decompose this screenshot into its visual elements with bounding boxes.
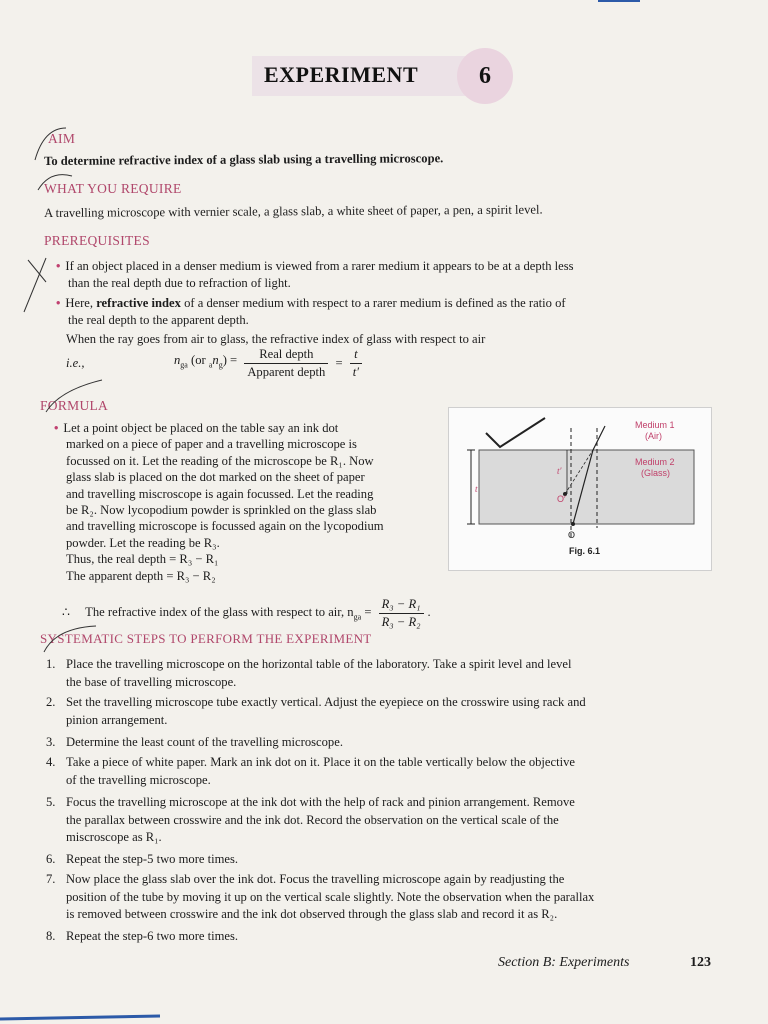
medium-1-label: Medium 1	[635, 420, 675, 430]
o-label: O	[568, 530, 576, 540]
pen-mark-aim	[35, 128, 66, 160]
step-number: 6.	[46, 852, 56, 866]
bullet-icon: •	[56, 259, 61, 273]
bullet-icon: •	[54, 421, 59, 435]
footer-section-label: Section B: Experiments	[498, 955, 630, 970]
step-number: 2.	[46, 695, 56, 709]
formula-line-3: focussed on it. Let the reading of the microscope be R₁. Now	[66, 453, 374, 468]
formula-line-4: glass slab is placed on the dot marked on the sheet of paper	[66, 470, 365, 485]
final-equals: =	[364, 604, 372, 619]
bullet-icon: •	[56, 296, 61, 310]
final-numerator: R₃ − R₁	[379, 596, 424, 614]
step-line: the base of travelling microscope.	[66, 674, 237, 689]
prereq-bullet-2-post: of a denser medium with respect to a rarer medium is defined as the ratio of	[180, 296, 566, 310]
formula-line-1: Let a point object be placed on the table say an ink dot	[63, 421, 339, 435]
n-subscript: ga	[180, 360, 188, 370]
prereq-bullet-1-line-1: If an object placed in a denser medium is viewed from a rarer medium it appears to be at a depth less	[65, 259, 574, 273]
or-close: ) =	[222, 352, 238, 367]
final-denominator: R₃ − R₂	[381, 614, 421, 629]
step-number: 7.	[46, 872, 56, 886]
step-number: 8.	[46, 929, 56, 943]
formula-line-7: and travelling microscope is focussed again on the lycopodium	[66, 519, 384, 534]
step-line: is removed between crosswire and the ink dot observed through the glass slab and record it as R₂.	[66, 907, 558, 921]
pen-mark-steps	[44, 626, 96, 652]
medium-1-sublabel: (Air)	[645, 431, 662, 441]
experiment-number-badge: 6	[457, 48, 513, 104]
prereq-bullet-2-line-2: the real depth to the apparent depth.	[68, 312, 249, 327]
apparent-depth: Apparent depth	[247, 364, 326, 379]
final-formula-text: The refractive index of the glass with respect to air, n	[85, 604, 354, 619]
medium-2-sublabel: (Glass)	[641, 468, 670, 478]
formula-line-6: be R₂. Now lycopodium powder is sprinkled on the glass slab	[66, 503, 377, 518]
n-symbol: n	[174, 352, 181, 367]
step-number: 3.	[46, 735, 56, 749]
require-text: A travelling microscope with vernier scale, a glass slab, a white sheet of paper, a pen, a spirit level.	[44, 202, 543, 220]
step-line: Set the travelling microscope tube exactly vertical. Adjust the eyepiece on the crosswire using rack and	[66, 695, 586, 709]
step-text: Repeat the step-5 two more times.	[66, 852, 239, 866]
step-line: the parallax between crosswire and the ink dot. Record the observation on the vertical scale of the	[66, 812, 559, 827]
pen-checkmark-icon	[486, 418, 545, 447]
t-prime-symbol: t′	[352, 364, 360, 379]
step-number: 4.	[46, 755, 56, 769]
step-line: pinion arrangement.	[66, 712, 168, 727]
final-period: .	[427, 604, 431, 619]
step-number: 5.	[46, 795, 56, 809]
prereq-bullet-2-pre: Here,	[65, 296, 97, 310]
or-text: (or	[191, 352, 206, 367]
require-heading: WHAT YOU REQUIRE	[44, 181, 182, 196]
equals-sign: =	[335, 355, 343, 370]
ie-label: i.e.,	[66, 356, 85, 370]
step-line: position of the tube by moving it up on the vertical scale slightly. Note the observation when the parallax	[66, 889, 595, 904]
page-number: 123	[690, 955, 711, 970]
step-line: Now place the glass slab over the ink dot. Focus the travelling microscope again by readjusting the	[66, 872, 565, 886]
formula-line-9: Thus, the real depth = R₃ − R₁	[66, 552, 219, 567]
prereq-bullet-1-line-2: than the real depth due to refraction of light.	[68, 275, 291, 290]
step-text: Determine the least count of the travelling microscope.	[66, 735, 343, 749]
formula-line-10: The apparent depth = R₃ − R₂	[66, 568, 216, 583]
step-text: Repeat the step-6 two more times.	[66, 929, 239, 943]
pen-cross-mark	[24, 258, 46, 312]
experiment-title: EXPERIMENT	[264, 62, 419, 87]
formula-line-8: powder. Let the reading be R₃.	[66, 535, 220, 550]
or-pre-subscript: a	[208, 360, 213, 370]
final-subscript: ga	[353, 612, 362, 622]
steps-heading: SYSTEMATIC STEPS TO PERFORM THE EXPERIMENT	[40, 631, 372, 646]
ray-line: When the ray goes from air to glass, the refractive index of glass with respect to air	[66, 332, 486, 346]
figure-caption: Fig. 6.1	[569, 546, 601, 556]
t-label: t	[475, 484, 478, 494]
prerequisites-heading: PREREQUISITES	[44, 233, 150, 248]
step-line: of the travelling microscope.	[66, 772, 211, 787]
t-prime-label: t′	[557, 466, 562, 476]
blue-edge-mark	[0, 1016, 160, 1019]
aim-text: To determine refractive index of a glass slab using a travelling microscope.	[44, 151, 444, 168]
or-n-symbol: n	[212, 352, 219, 367]
medium-2-label: Medium 2	[635, 457, 675, 467]
step-line: Place the travelling microscope on the horizontal table of the laboratory. Take a spirit level and level	[66, 657, 572, 671]
pen-mark-require	[38, 175, 72, 190]
therefore-symbol: ∴	[62, 604, 71, 619]
step-line: Take a piece of white paper. Mark an ink dot on it. Place it on the table vertically below the objective	[66, 755, 575, 769]
pen-mark-formula	[46, 380, 102, 412]
step-line: Focus the travelling microscope at the ink dot with the help of rack and pinion arrangement. Remove	[66, 795, 575, 809]
refractive-index-term: refractive index	[96, 296, 181, 310]
formula-heading: FORMULA	[40, 398, 109, 413]
or-subscript: g	[218, 360, 223, 370]
t-symbol: t	[350, 346, 362, 364]
formula-line-2: marked on a piece of paper and a travelling microscope is	[66, 437, 357, 452]
real-depth: Real depth	[244, 346, 328, 364]
o-prime-label: O′	[557, 494, 566, 504]
step-line: miscroscope as R₁.	[66, 830, 162, 844]
step-number: 1.	[46, 657, 56, 671]
aim-heading: AIM	[48, 131, 76, 146]
formula-line-5: and travelling miscroscope is again focussed. Let the reading	[66, 486, 374, 501]
